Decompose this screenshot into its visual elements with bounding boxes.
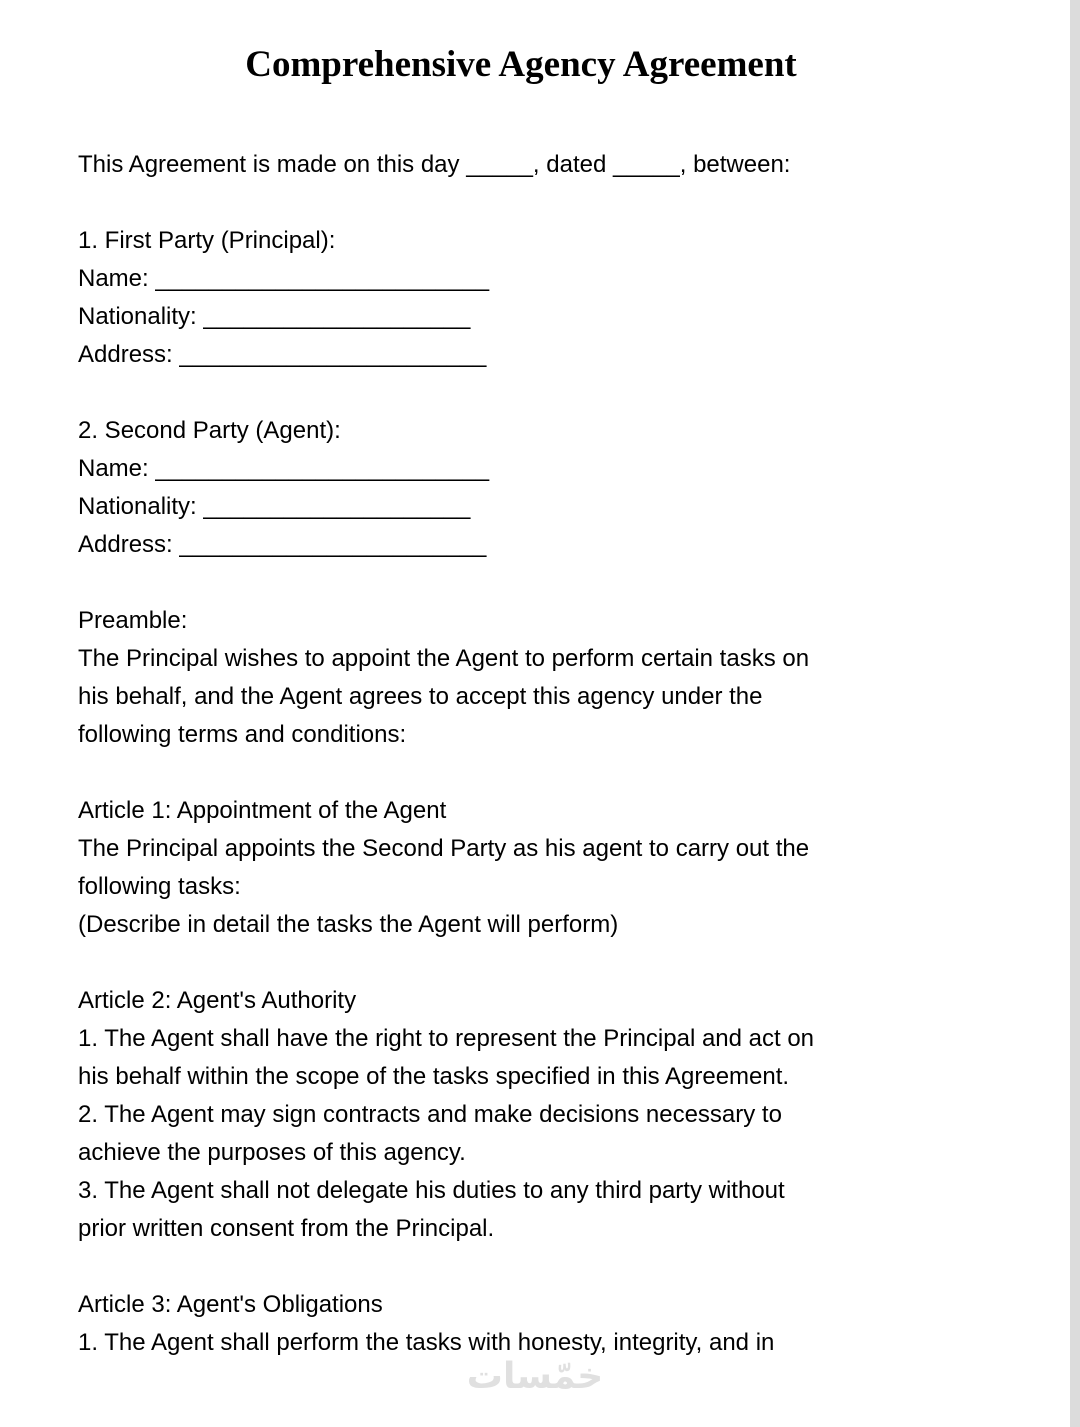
paragraph-block — [78, 1286, 964, 1362]
text-line: his behalf, and the Agent agrees to accept this agency under the — [78, 683, 763, 710]
text-line: Nationality: ____________________ — [78, 493, 471, 520]
text-line: 1. First Party (Principal): — [78, 227, 336, 254]
paragraph-block — [78, 982, 964, 1248]
text-line: following terms and conditions: — [78, 721, 407, 748]
text-line: The Principal appoints the Second Party as his agent to carry out the — [78, 835, 810, 862]
document-content — [78, 42, 964, 1400]
text-line: his behalf within the scope of the tasks specified in this Agreement. — [78, 1063, 790, 1090]
page-right-edge-strip — [1070, 0, 1080, 1427]
text-line: The Principal wishes to appoint the Agent to perform certain tasks on — [78, 645, 810, 672]
text-line: Article 3: Agent's Obligations — [78, 1291, 383, 1318]
text-line: Address: _______________________ — [78, 341, 487, 368]
text-line: Name: _________________________ — [78, 455, 490, 482]
paragraph-block — [78, 792, 964, 944]
text-line: Preamble: — [78, 607, 188, 634]
text-line: following tasks: — [78, 873, 241, 900]
text-line: Address: _______________________ — [78, 531, 487, 558]
paragraph-block — [78, 412, 964, 564]
paragraph-block — [78, 222, 964, 374]
paragraph-block — [78, 146, 964, 184]
text-line: 3. The Agent shall not delegate his duties to any third party without — [78, 1177, 785, 1204]
text-line: Article 2: Agent's Authority — [78, 987, 357, 1014]
text-line: achieve the purposes of this agency. — [78, 1139, 466, 1166]
document-title: Comprehensive Agency Agreement — [245, 44, 797, 85]
text-line: (Describe in detail the tasks the Agent will perform) — [78, 911, 619, 938]
text-line: 2. Second Party (Agent): — [78, 417, 341, 444]
text-line: Nationality: ____________________ — [78, 303, 471, 330]
paragraph-block — [78, 602, 964, 754]
text-line: prior written consent from the Principal. — [78, 1215, 495, 1242]
text-line: 2. The Agent may sign contracts and make decisions necessary to — [78, 1101, 782, 1128]
khamsat-watermark: خمّسات — [466, 1356, 604, 1397]
text-line: 1. The Agent shall have the right to represent the Principal and act on — [78, 1025, 815, 1052]
text-line: Name: _________________________ — [78, 265, 490, 292]
text-line: 1. The Agent shall perform the tasks with honesty, integrity, and in — [78, 1329, 775, 1356]
document-blocks — [78, 146, 964, 1362]
text-line: This Agreement is made on this day _____, dated _____, between: — [78, 151, 791, 178]
text-line: Article 1: Appointment of the Agent — [78, 797, 447, 824]
